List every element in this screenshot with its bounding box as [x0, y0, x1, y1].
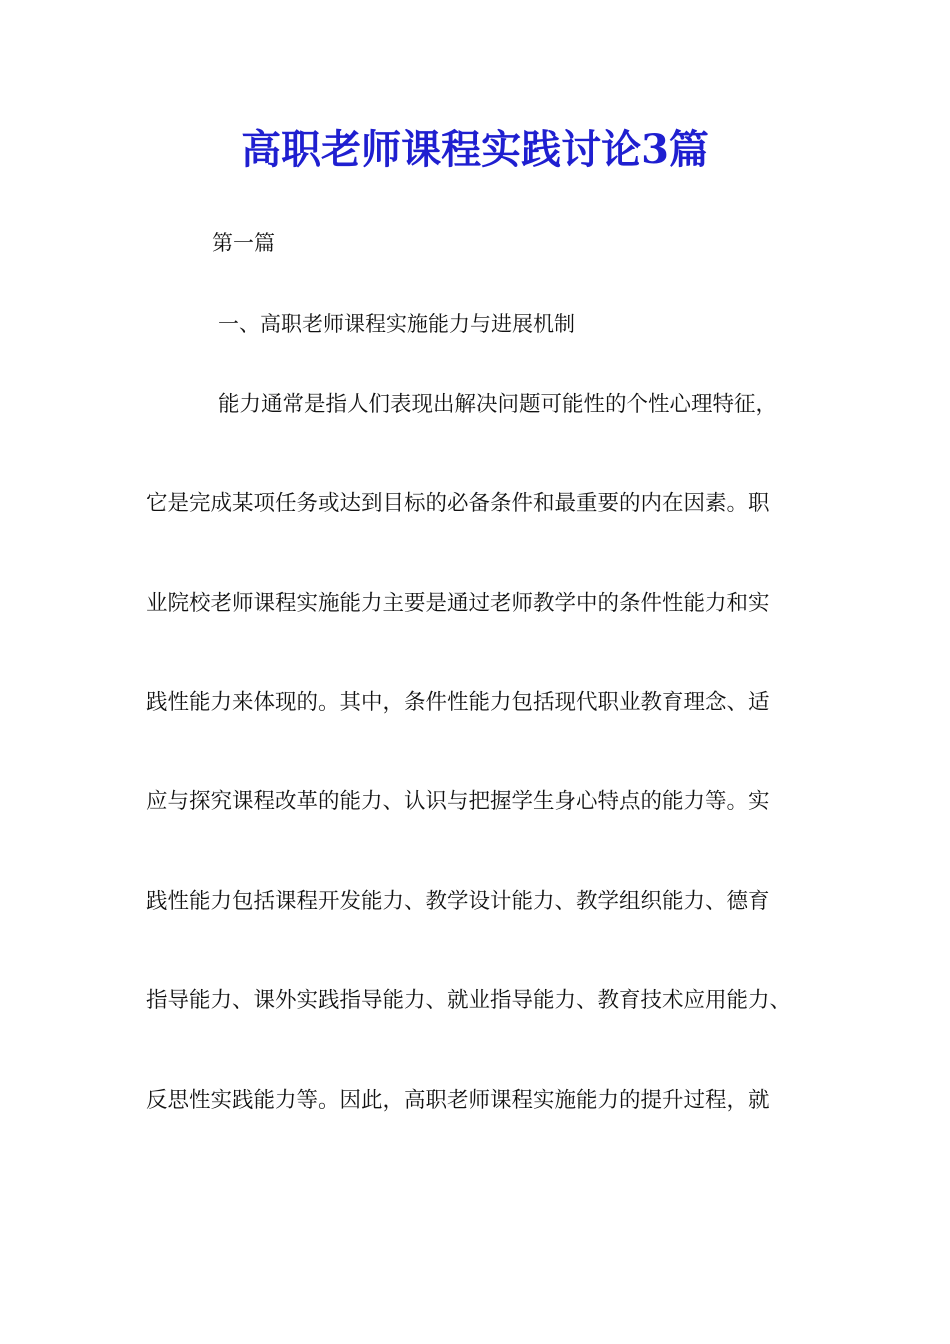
paragraph-line: 能力通常是指人们表现出解决问题可能性的个性心理特征，: [218, 392, 778, 417]
paragraph-line: 践性能力来体现的。其中，条件性能力包括现代职业教育理念、适: [146, 690, 770, 715]
paragraph-line: 反思性实践能力等。因此，高职老师课程实施能力的提升过程，就: [146, 1088, 770, 1113]
paragraph-line: 业院校老师课程实施能力主要是通过老师教学中的条件性能力和实: [146, 591, 770, 616]
paragraph-line: 应与探究课程改革的能力、认识与把握学生身心特点的能力等。实: [146, 789, 770, 814]
paragraph-line: 它是完成某项任务或达到目标的必备条件和最重要的内在因素。职: [146, 491, 770, 516]
paragraph-line: 指导能力、课外实践指导能力、就业指导能力、教育技术应用能力、: [146, 988, 792, 1013]
paragraph-line: 践性能力包括课程开发能力、教学设计能力、教学组织能力、德育: [146, 889, 770, 914]
section-heading: 一、高职老师课程实施能力与进展机制: [218, 312, 575, 336]
section-label: 第一篇: [212, 231, 275, 255]
document-title: 高职老师课程实践讨论3篇: [241, 126, 709, 173]
